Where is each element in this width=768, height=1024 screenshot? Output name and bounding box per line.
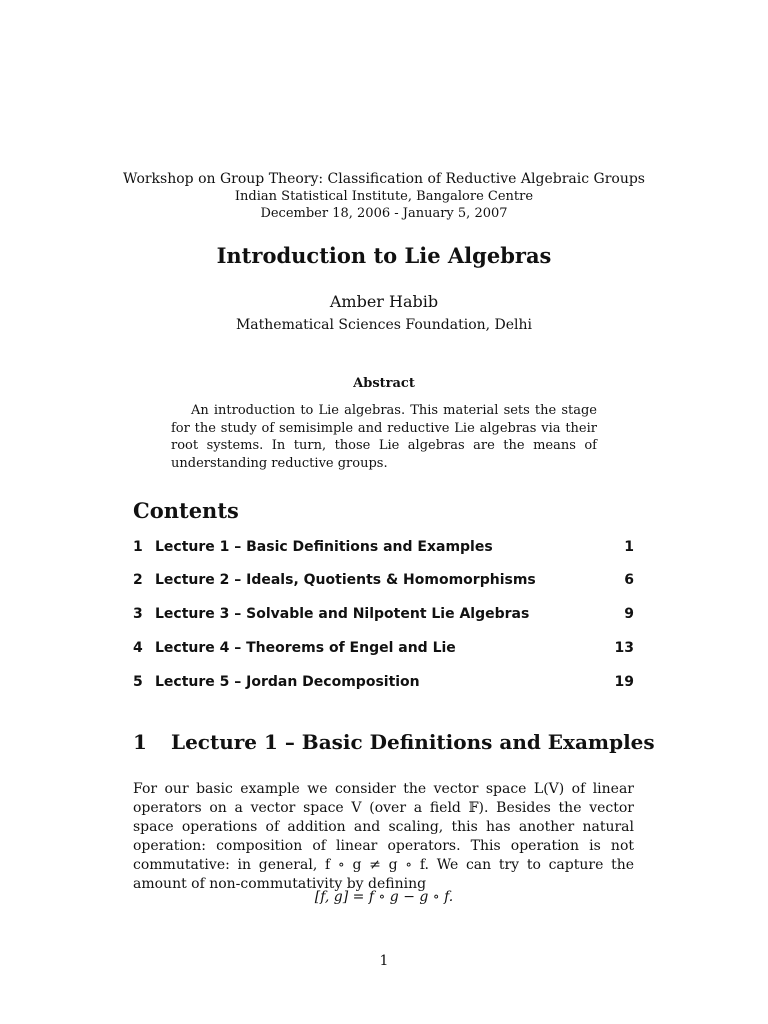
section-heading [133, 730, 653, 754]
workshop-dates: December 18, 2006 - January 5, 2007 [260, 206, 508, 221]
institute-name: Indian Statistical Institute, Bangalore Centre [234, 189, 534, 204]
contents-heading: Contents [133, 498, 239, 523]
toc-entry-title[interactable]: Lecture 1 – Basic Definitions and Examples [155, 539, 493, 555]
toc-entry-number: 5 [133, 674, 143, 690]
toc-entry-page[interactable]: 6 [624, 572, 634, 588]
toc-entry[interactable] [133, 604, 634, 624]
toc-entry-title[interactable]: Lecture 5 – Jordan Decomposition [155, 674, 420, 690]
toc-entry[interactable] [133, 537, 634, 557]
section-number: 1 [133, 730, 147, 754]
workshop-title: Workshop on Group Theory: Classification of Reductive Algebraic Groups [123, 171, 645, 187]
display-equation: [f, g] = f ∘ g − g ∘ f. [314, 889, 454, 905]
toc-entry-title[interactable]: Lecture 2 – Ideals, Quotients & Homomorphisms [155, 572, 536, 588]
body-paragraph: For our basic example we consider the vector space L(V) of linear operators on a vector space V (over a field 𝔽). Besides the vector space operations of addition and scaling, this has another natural operation: composition of linear operators. This operation is not commutative: in general, f ∘ g ≠ g ∘ f. We can try to capture the amount of non-commutativity by defining [133, 781, 634, 892]
toc-entry-title[interactable]: Lecture 4 – Theorems of Engel and Lie [155, 640, 456, 656]
toc-entry-page[interactable]: 1 [624, 539, 634, 555]
toc-entry-page[interactable]: 19 [614, 674, 634, 690]
toc-entry-title[interactable]: Lecture 3 – Solvable and Nilpotent Lie Algebras [155, 606, 530, 622]
section-title: Lecture 1 – Basic Definitions and Examples [171, 730, 655, 754]
toc-entry-page[interactable]: 13 [614, 640, 634, 656]
toc-entry[interactable] [133, 672, 634, 692]
toc-entry-number: 1 [133, 539, 143, 555]
author-name: Amber Habib [329, 292, 439, 311]
toc-entry[interactable] [133, 638, 634, 658]
author-affiliation: Mathematical Sciences Foundation, Delhi [235, 317, 533, 333]
paper-title: Introduction to Lie Algebras [216, 243, 552, 268]
abstract-text: An introduction to Lie algebras. This material sets the stage for the study of semisimple and reductive Lie algebras via their root systems. In turn, those Lie algebras are the means of understanding reductive groups. [171, 403, 597, 471]
toc-entry-page[interactable]: 9 [624, 606, 634, 622]
toc-entry-number: 2 [133, 572, 143, 588]
abstract-heading: Abstract [353, 376, 415, 391]
page-number: 1 [379, 953, 389, 969]
toc-entry[interactable] [133, 570, 634, 590]
toc-entry-number: 3 [133, 606, 143, 622]
toc-entry-number: 4 [133, 640, 143, 656]
